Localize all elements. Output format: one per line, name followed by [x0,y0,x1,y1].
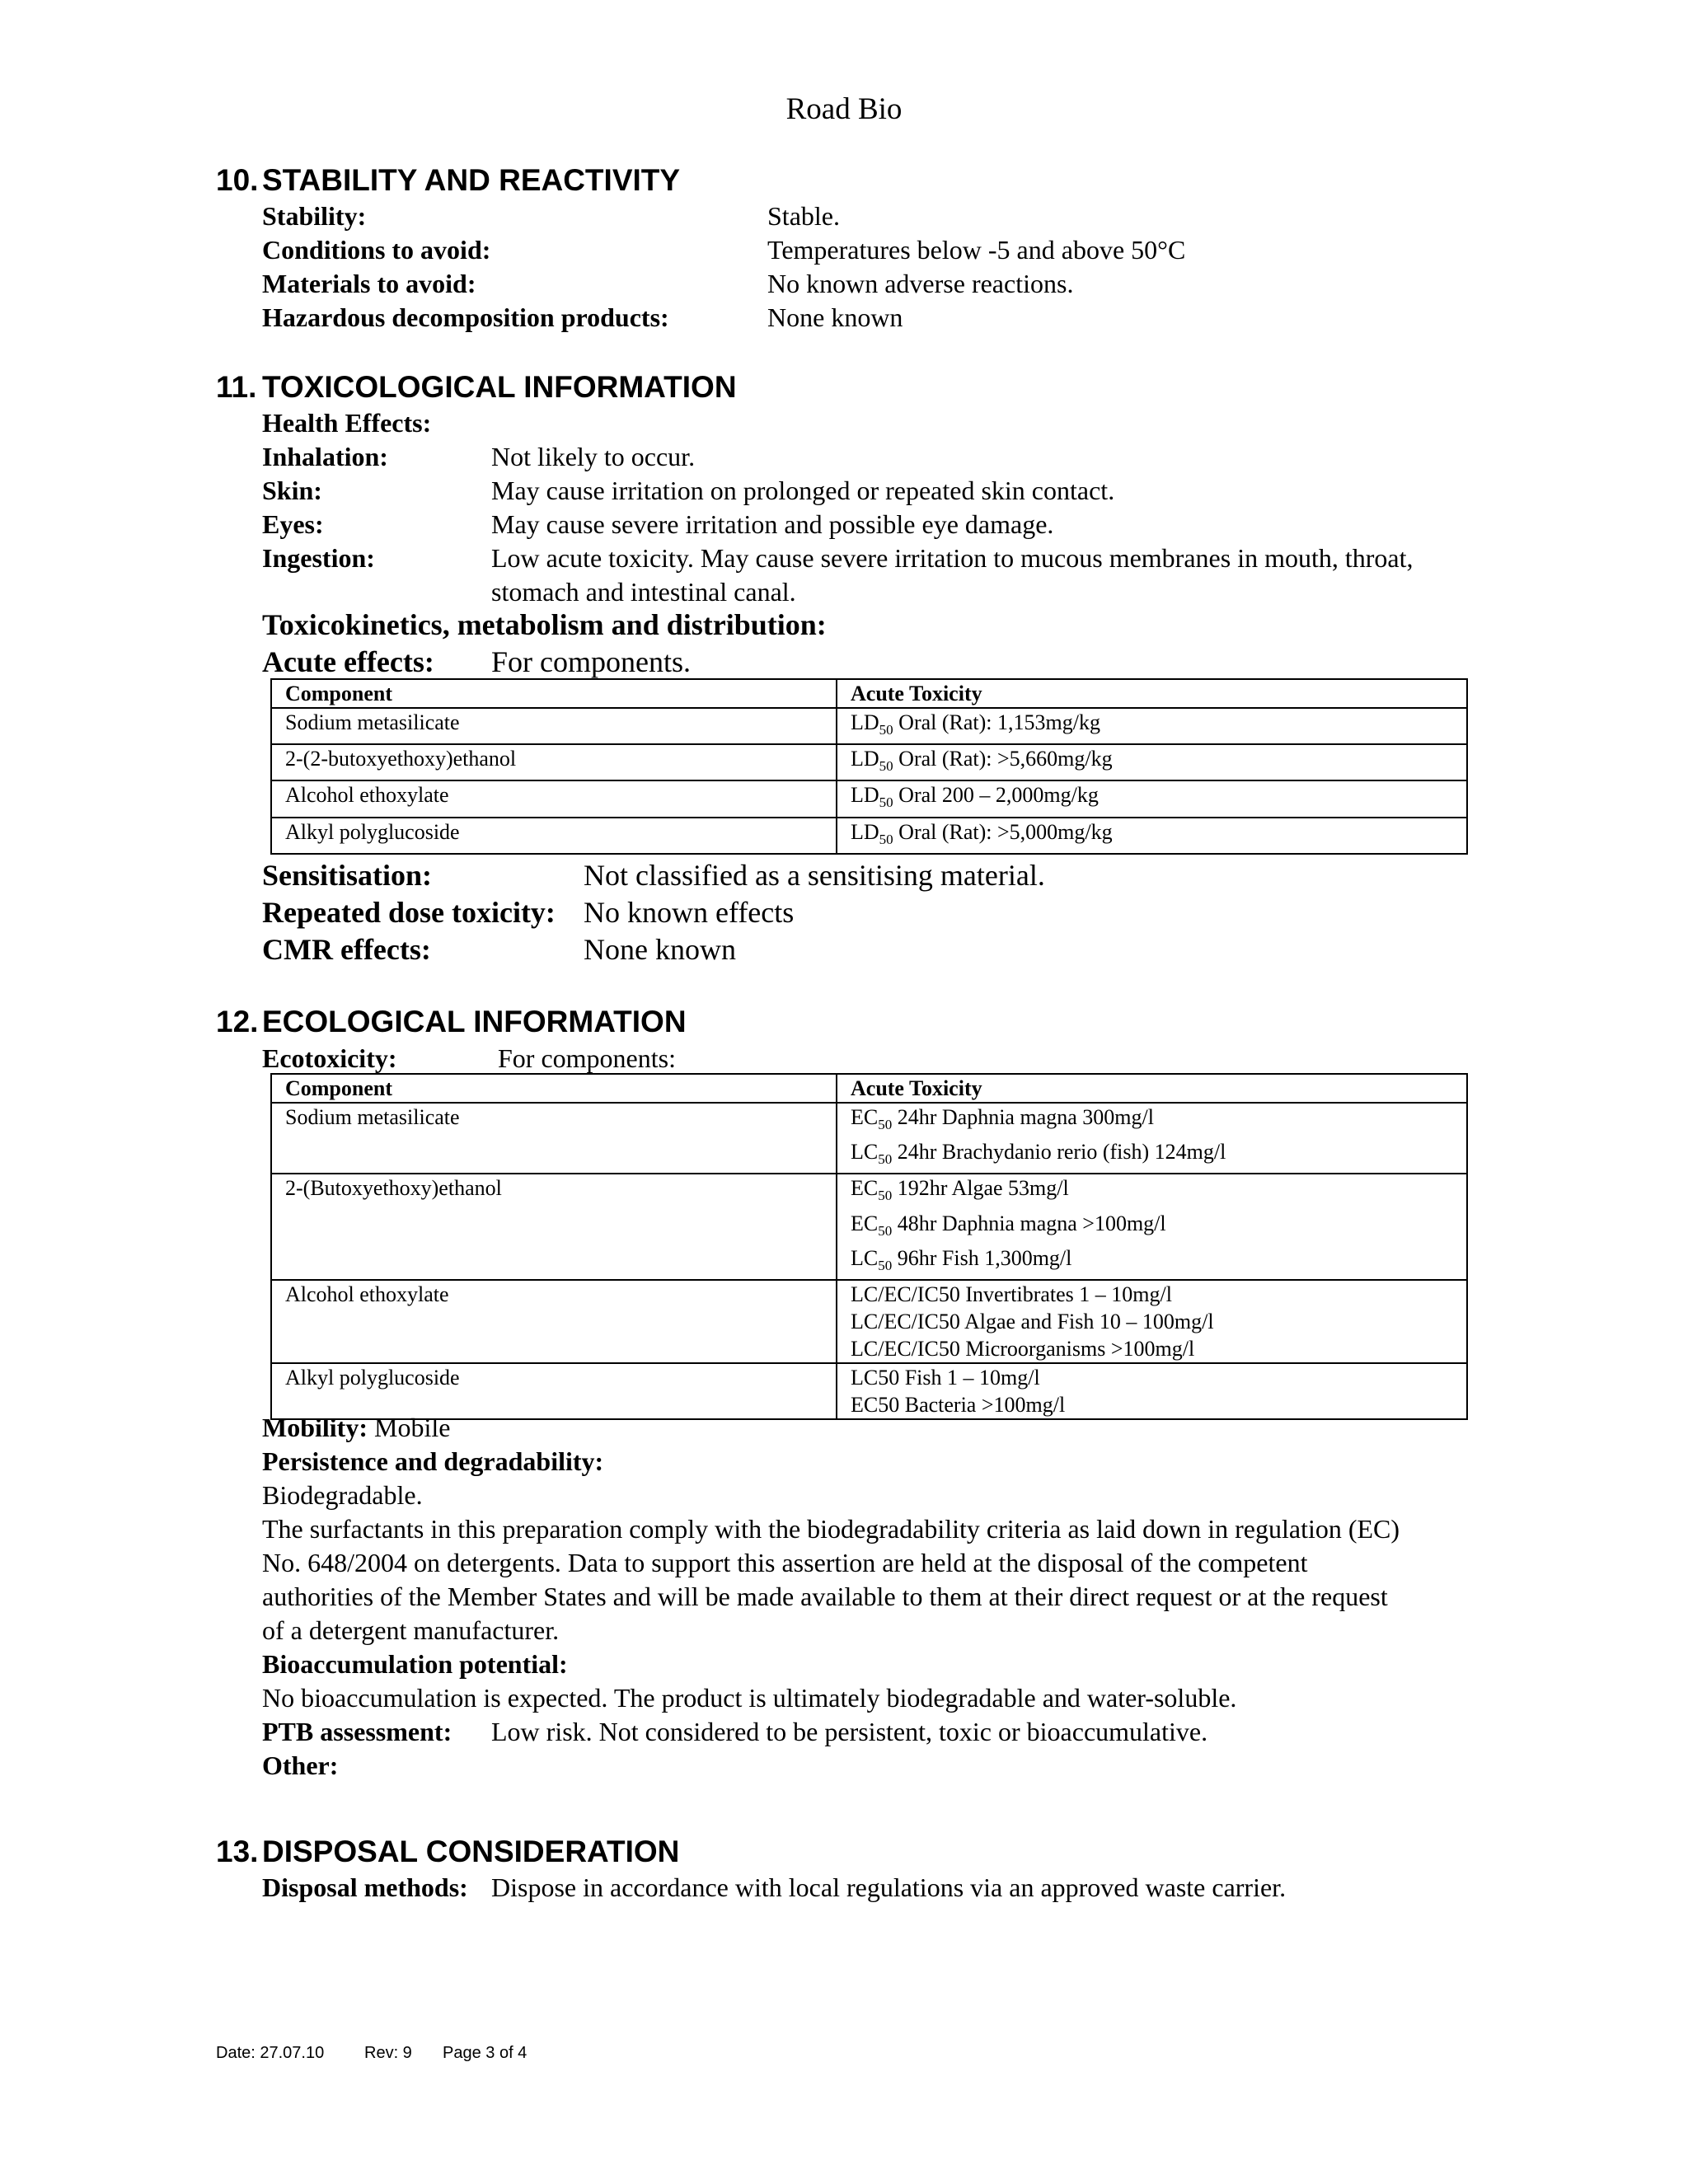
section-number: 12. [216,1005,259,1038]
section-number: 11. [216,370,257,404]
skin-label: Skin: [262,476,322,505]
table-row [271,708,1467,744]
paragraph-line: No. 648/2004 on detergents. Data to support this assertion are held at the disposal of the competent [262,1548,1308,1577]
ecotoxicity-label: Ecotoxicity: [262,1043,397,1073]
skin-value: May cause irritation on prolonged or repeated skin contact. [491,476,1115,505]
section-number: 13. [216,1835,259,1868]
decomposition-label: Hazardous decomposition products: [262,302,669,332]
conditions-label: Conditions to avoid: [262,235,491,265]
toxicokinetics-heading: Toxicokinetics, metabolism and distribution: [262,608,827,641]
component-cell: Alkyl polyglucoside [271,1363,837,1419]
ptb-value: Low risk. Not considered to be persistent, toxic or bioaccumulative. [491,1717,1208,1746]
section-11-heading [216,370,737,405]
decomposition-value: None known [767,302,903,332]
disposal-label: Disposal methods: [262,1872,468,1902]
column-header-acute-toxicity: Acute Toxicity [837,1074,1467,1103]
biodegradable-text: Biodegradable. [262,1480,423,1510]
table-row [271,780,1467,817]
paragraph-line: of a detergent manufacturer. [262,1615,560,1645]
table-header-row [271,679,1467,708]
ptb-label: PTB assessment: [262,1717,452,1746]
footer-page-number: Page 3 of 4 [443,2044,528,2062]
table-header-row [271,1074,1467,1103]
column-header-component: Component [271,1074,837,1103]
table-row [271,1174,1467,1280]
acute-toxicity-table [270,678,1468,855]
section-number: 10. [216,163,259,197]
component-cell: Sodium metasilicate [271,1103,837,1174]
toxicity-cell: $EC_{50}$ 192hr Algae 53mg/l $EC_{50}$ 48hr Daphnia magna >100mg/l $LC_{50}$ 96hr Fish 1,300mg/l [837,1174,1467,1280]
stability-label: Stability: [262,201,367,231]
section-title: TOXICOLOGICAL INFORMATION [262,370,737,404]
table-row [271,744,1467,780]
repeated-dose-value: No known effects [584,896,795,929]
eyes-value: May cause severe irritation and possible eye damage. [491,509,1054,539]
repeated-dose-label: Repeated dose toxicity: [262,896,556,929]
sensitisation-value: Not classified as a sensitising material. [584,859,1045,892]
component-cell: 2-(2-butoxyethoxy)ethanol [271,744,837,780]
table-row [271,818,1467,854]
component-cell: Sodium metasilicate [271,708,837,744]
section-title: STABILITY AND REACTIVITY [262,163,681,197]
component-cell: Alcohol ethoxylate [271,1280,837,1363]
toxicity-cell: $LD_{50}$ Oral 200 – 2,000mg/kg [837,780,1467,817]
health-effects-label: Health Effects: [262,408,432,438]
section-10-heading [216,163,680,198]
toxicity-cell: LC/EC/IC50 Invertibrates 1 – 10mg/l LC/EC/IC50 Algae and Fish 10 – 100mg/l LC/EC/IC50 Microorganisms >100mg/l [837,1280,1467,1363]
conditions-value: Temperatures below -5 and above 50°C [767,235,1186,265]
mobility-row [262,1411,450,1444]
toxicity-cell: $EC_{50}$ 24hr Daphnia magna 300mg/l $LC_{50}$ 24hr Brachydanio rerio (fish) 124mg/l [837,1103,1467,1174]
mobility-value: Mobile [373,1413,451,1442]
ingestion-value-cont: stomach and intestinal canal. [491,577,796,607]
toxicity-cell: $LD_{50}$ Oral (Rat): >5,660mg/kg [837,744,1467,780]
paragraph-line: authorities of the Member States and will be made available to them at their direct request or at the request [262,1582,1388,1611]
column-header-component: Component [271,679,837,708]
eyes-label: Eyes: [262,509,324,539]
footer-revision: Rev: 9 [364,2044,412,2062]
toxicity-cell: $LD_{50}$ Oral (Rat): >5,000mg/kg [837,818,1467,854]
other-label: Other: [262,1750,339,1780]
ingestion-label: Ingestion: [262,543,375,573]
materials-label: Materials to avoid: [262,269,476,298]
component-cell: 2-(Butoxyethoxy)ethanol [271,1174,837,1280]
inhalation-label: Inhalation: [262,442,388,471]
sensitisation-label: Sensitisation: [262,859,433,892]
table-row [271,1103,1467,1174]
page-footer [216,2044,527,2063]
persistence-label: Persistence and degradability: [262,1446,604,1476]
ingestion-value: Low acute toxicity. May cause severe irritation to mucous membranes in mouth, throat, [491,543,1414,573]
inhalation-value: Not likely to occur. [491,442,696,471]
disposal-value: Dispose in accordance with local regulations via an approved waste carrier. [491,1872,1287,1902]
toxicity-cell: LC50 Fish 1 – 10mg/l EC50 Bacteria >100mg/l [837,1363,1467,1419]
cmr-effects-value: None known [584,933,736,966]
section-title: DISPOSAL CONSIDERATION [262,1835,680,1868]
section-title: ECOLOGICAL INFORMATION [262,1005,687,1038]
acute-effects-value: For components. [491,645,691,678]
table-row [271,1363,1467,1419]
ecotoxicity-value: For components: [498,1043,676,1073]
acute-effects-label: Acute effects: [262,645,434,678]
component-cell: Alkyl polyglucoside [271,818,837,854]
ecotoxicity-table [270,1073,1468,1420]
section-13-heading [216,1835,679,1869]
stability-value: Stable. [767,201,840,231]
materials-value: No known adverse reactions. [767,269,1074,298]
cmr-effects-label: CMR effects: [262,933,431,966]
table-row [271,1280,1467,1363]
mobility-label: Mobility: [262,1413,368,1442]
toxicity-cell: $LD_{50}$ Oral (Rat): 1,153mg/kg [837,708,1467,744]
bioaccumulation-value: No bioaccumulation is expected. The product is ultimately biodegradable and water-soluble. [262,1683,1237,1713]
section-12-heading [216,1005,687,1039]
paragraph-line: The surfactants in this preparation comply with the biodegradability criteria as laid down in regulation (EC) [262,1514,1400,1544]
component-cell: Alcohol ethoxylate [271,780,837,817]
column-header-acute-toxicity: Acute Toxicity [837,679,1467,708]
document-title: Road Bio [785,92,903,126]
bioaccumulation-label: Bioaccumulation potential: [262,1649,568,1679]
footer-date: Date: 27.07.10 [216,2044,325,2062]
